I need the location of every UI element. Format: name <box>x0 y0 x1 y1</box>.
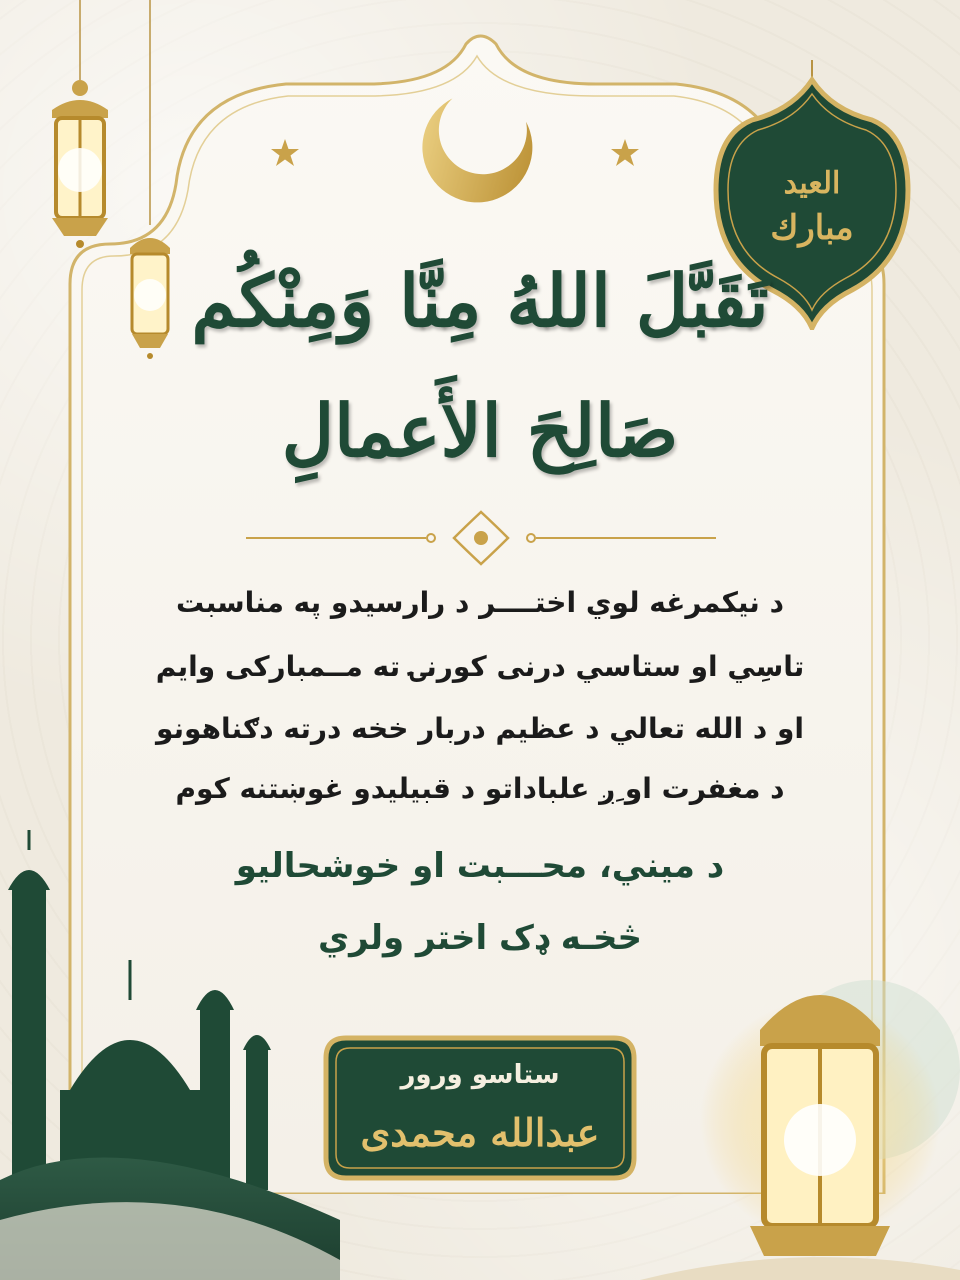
ornament-divider-icon <box>246 508 716 568</box>
star-icon <box>610 138 640 168</box>
lantern-icon <box>640 950 960 1280</box>
star-icon <box>270 138 300 168</box>
sender-name: عبدالله محمدی <box>360 1110 600 1155</box>
badge-line-mubarak: مبارك <box>770 208 854 248</box>
title-line-2: صَالِحَ الأَعمالِ <box>281 388 679 473</box>
mosque-silhouette-icon <box>0 820 340 1280</box>
message-line-2: تاسِي او ستاسي درنی کورنۍ ته مــمبارکی وایم <box>155 650 805 683</box>
message-line-3: او د الله تعالي د عظیم دربار خخه درته دګناهونو <box>155 712 805 745</box>
message-line-1: د نیکمرغه لوي اختــــر د رارسیدو په مناسبت <box>176 586 784 619</box>
badge-line-eid: العيد <box>783 166 841 201</box>
title-line-1: تَقَبَّلَ اللهُ مِنَّا وَمِنْكُم <box>191 258 769 343</box>
wish-line-2: څخـه ډک اختر ولري <box>317 918 643 958</box>
message-line-4: د مغفرت او ِږ علباداتو د قبیلیدو غوښتنه کوم <box>175 772 785 805</box>
lantern-icon <box>30 0 130 250</box>
sender-label: ستاسو ورور <box>400 1060 560 1090</box>
crescent-moon-icon <box>420 86 540 206</box>
wish-line-1: د میني، محـــبت او خوشحالیو <box>235 846 725 886</box>
sender-card <box>316 1028 644 1188</box>
